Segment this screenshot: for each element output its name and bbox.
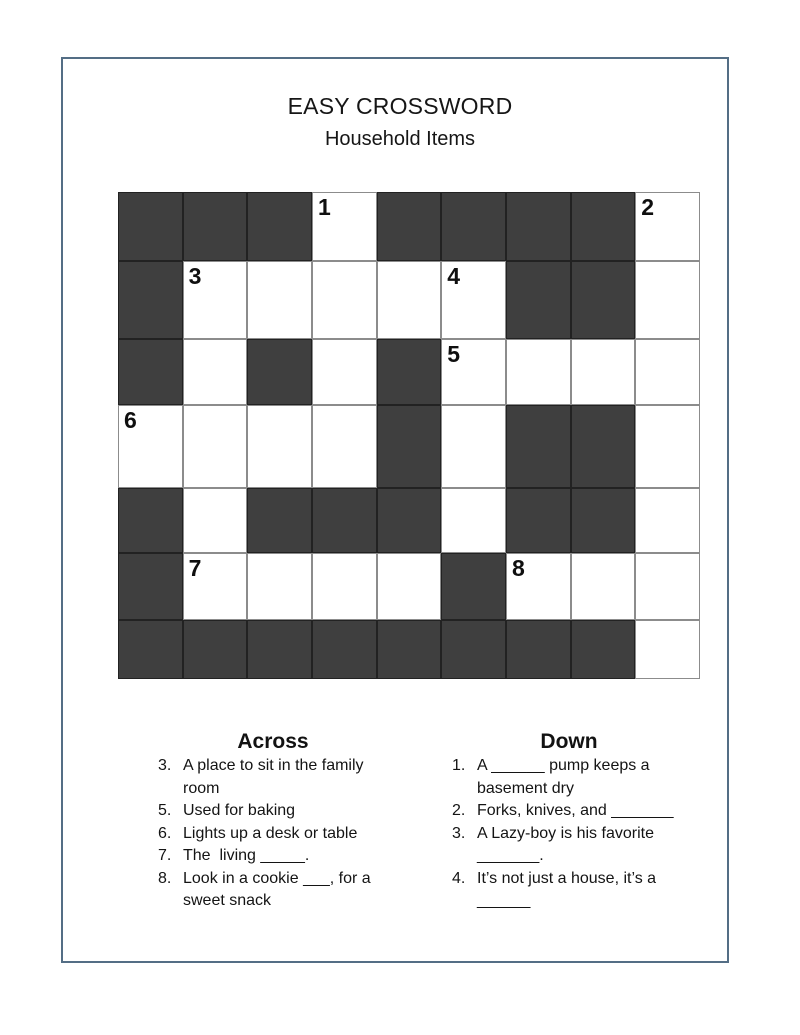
black-cell-r6c1 [118,553,183,620]
clue-number-label: 1. [452,757,466,774]
clue-number-label: 8. [158,869,172,887]
black-cell-r7c2 [183,620,248,679]
clue-text: The living _____. [183,847,310,864]
black-cell-r1c2 [183,192,248,261]
black-cell-r3c3 [247,339,312,405]
cell-r6c7[interactable] [506,553,571,620]
across-clue-8 [158,868,398,913]
clue-text: A place to sit in the family room [183,757,368,797]
black-cell-r5c7 [506,488,571,553]
black-cell-r7c6 [441,620,506,679]
down-clue-3 [452,823,690,868]
cell-r4c6[interactable] [441,405,506,488]
cell-r5c6[interactable] [441,488,506,553]
cell-r5c2[interactable] [183,488,248,553]
down-clue-4 [452,868,690,913]
puzzle-title: EASY CROSSWORD [287,93,513,119]
across-clue-6 [158,823,398,846]
grid-clue-number-1: 1 [317,194,331,220]
grid-clue-number-3: 3 [188,263,202,289]
clue-text: Forks, knives, and _______ [477,802,674,819]
cell-r6c3[interactable] [247,553,312,620]
down-clue-1 [452,755,690,800]
black-cell-r7c4 [312,620,377,679]
puzzle-subtitle: Household Items [324,128,476,150]
clue-text: Used for baking [183,802,296,819]
black-cell-r6c6 [441,553,506,620]
black-cell-r5c5 [377,488,442,553]
cell-r3c9[interactable] [635,339,700,405]
across-clue-3 [158,755,398,800]
black-cell-r5c3 [247,488,312,553]
black-cell-r7c1 [118,620,183,679]
clue-number-label: 5. [158,802,172,819]
clue-text: It’s not just a house, it’s a ______ [477,869,661,909]
black-cell-r5c1 [118,488,183,553]
cell-r4c1[interactable] [118,405,183,488]
clue-number-label: 4. [452,869,466,887]
black-cell-r7c3 [247,620,312,679]
crossword-grid [118,192,700,679]
cell-r4c3[interactable] [247,405,312,488]
black-cell-r3c1 [118,339,183,405]
clue-number-label: 7. [158,847,172,864]
cell-r2c6[interactable] [441,261,506,339]
clue-text: A Lazy-boy is his favorite _______. [477,824,659,864]
black-cell-r1c8 [571,192,636,261]
black-cell-r1c6 [441,192,506,261]
black-cell-r5c4 [312,488,377,553]
cell-r3c8[interactable] [571,339,636,405]
clue-text: Lights up a desk or table [183,824,358,842]
black-cell-r4c5 [377,405,442,488]
clue-text: A ______ pump keeps a basement dry [477,757,655,797]
cell-r5c9[interactable] [635,488,700,553]
cell-r2c2[interactable] [183,261,248,339]
clue-number-label: 3. [158,757,172,774]
cell-r1c9[interactable] [635,192,700,261]
cell-r2c4[interactable] [312,261,377,339]
grid-clue-number-4: 4 [447,263,461,289]
cell-r3c7[interactable] [506,339,571,405]
across-clue-5 [158,800,398,823]
cell-r2c3[interactable] [247,261,312,339]
cell-r4c4[interactable] [312,405,377,488]
black-cell-r1c1 [118,192,183,261]
black-cell-r2c7 [506,261,571,339]
black-cell-r7c8 [571,620,636,679]
black-cell-r1c7 [506,192,571,261]
cell-r3c6[interactable] [441,339,506,405]
black-cell-r3c5 [377,339,442,405]
down-clue-list [448,755,690,913]
cell-r6c9[interactable] [635,553,700,620]
grid-clue-number-8: 8 [511,555,525,581]
clue-text: Look in a cookie ___, for a sweet snack [183,869,376,909]
down-header: Down [540,730,598,753]
black-cell-r5c8 [571,488,636,553]
clue-number-label: 2. [452,802,466,819]
cell-r3c2[interactable] [183,339,248,405]
clue-number-label: 6. [158,824,172,842]
across-header: Across [237,730,309,753]
across-clue-list [152,755,398,913]
cell-r6c2[interactable] [183,553,248,620]
cell-r6c4[interactable] [312,553,377,620]
cell-r3c4[interactable] [312,339,377,405]
cell-r2c9[interactable] [635,261,700,339]
black-cell-r4c8 [571,405,636,488]
black-cell-r7c7 [506,620,571,679]
grid-clue-number-5: 5 [447,341,461,367]
cell-r6c8[interactable] [571,553,636,620]
cell-r6c5[interactable] [377,553,442,620]
black-cell-r2c1 [118,261,183,339]
black-cell-r2c8 [571,261,636,339]
down-clue-2 [452,800,690,823]
across-clue-7 [158,845,398,868]
cell-r4c9[interactable] [635,405,700,488]
cell-r4c2[interactable] [183,405,248,488]
clue-number-label: 3. [452,824,466,842]
grid-clue-number-2: 2 [641,194,655,220]
cell-r1c4[interactable] [312,192,377,261]
black-cell-r1c3 [247,192,312,261]
cell-r2c5[interactable] [377,261,442,339]
black-cell-r1c5 [377,192,442,261]
black-cell-r4c7 [506,405,571,488]
cell-r7c9[interactable] [635,620,700,679]
grid-clue-number-7: 7 [188,555,202,581]
black-cell-r7c5 [377,620,442,679]
grid-clue-number-6: 6 [124,407,137,433]
